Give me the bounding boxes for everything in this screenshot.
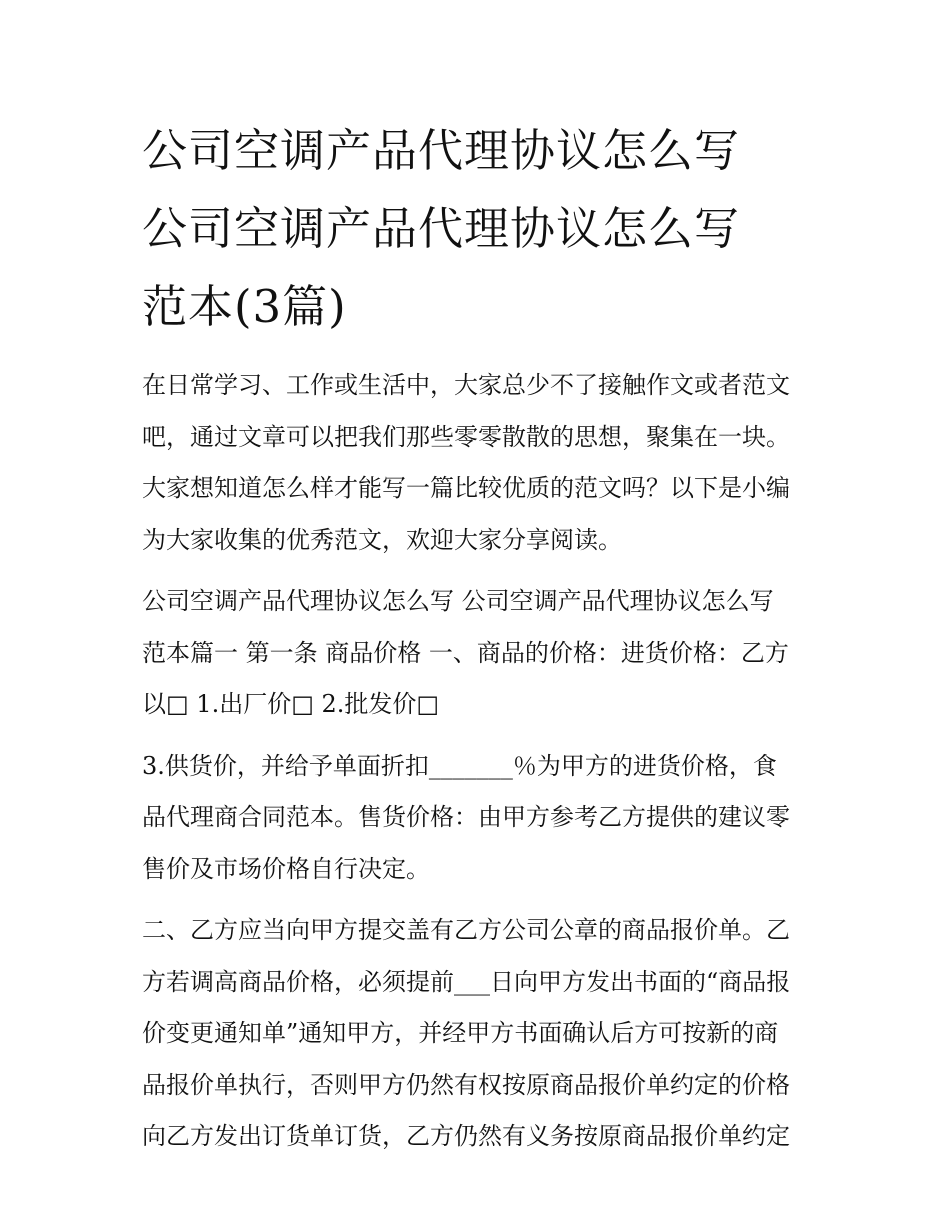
text-line: 价变更通知单”通知甲方，并经甲方书面确认后方可按新的商 xyxy=(142,1019,779,1047)
section-paragraph xyxy=(142,741,814,896)
text-line: 大家想知道怎么样才能写一篇比较优质的范文吗？以下是小编 xyxy=(142,474,790,502)
intro-paragraph xyxy=(142,360,814,566)
text-line: 公司空调产品代理协议怎么写 公司空调产品代理协议怎么写 xyxy=(142,587,774,615)
text-line: 为大家收集的优秀范文，欢迎大家分享阅读。 xyxy=(142,525,622,554)
text-line: 品代理商合同范本。售货价格：由甲方参考乙方提供的建议零 xyxy=(142,803,790,831)
section-paragraph xyxy=(142,905,814,1163)
title-line: 范本(3篇) xyxy=(142,280,347,333)
document-page xyxy=(142,112,814,1163)
text-line: 二、乙方应当向甲方提交盖有乙方公司公章的商品报价单。乙 xyxy=(142,916,790,944)
text-line: 范本篇一 第一条 商品价格 一、商品的价格：进货价格：乙方 xyxy=(142,638,789,667)
text-line: 3.供货价，并给予单面折扣_______％为甲方的进货价格，食 xyxy=(142,751,777,780)
section-paragraph xyxy=(142,576,814,731)
text-line: 售价及市场价格自行决定。 xyxy=(142,854,430,883)
text-line: 品报价单执行，否则甲方仍然有权按原商品报价单约定的价格 xyxy=(142,1070,790,1099)
text-line: 吧，通过文章可以把我们那些零零散散的思想，聚集在一块。 xyxy=(142,422,790,451)
text-line: 以□ 1.出厂价□ 2.批发价□ xyxy=(142,690,440,718)
title-line: 公司空调产品代理协议怎么写 xyxy=(142,124,741,177)
text-line: 方若调高商品价格，必须提前___日向甲方发出书面的“商品报 xyxy=(142,967,791,996)
title-line: 公司空调产品代理协议怎么写 xyxy=(142,202,741,255)
text-line: 向乙方发出订货单订货，乙方仍然有义务按原商品报价单约定 xyxy=(142,1122,790,1150)
document-title xyxy=(142,112,814,346)
text-line: 在日常学习、工作或生活中，大家总少不了接触作文或者范文 xyxy=(142,371,790,399)
